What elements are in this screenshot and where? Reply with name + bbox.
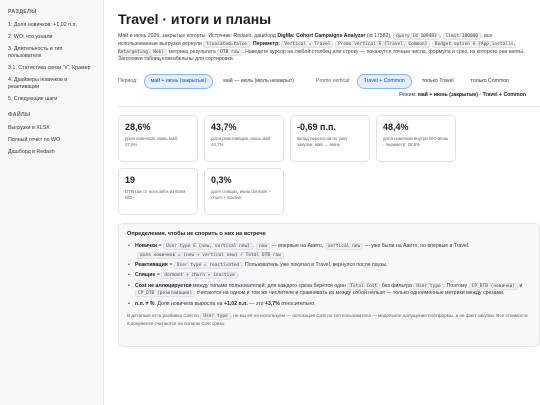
divider	[118, 106, 540, 107]
desc-dashboard-name: DigMa: Cohort Campaigns Analyzer	[277, 33, 366, 39]
footnote-text: В детальке есть разбивка Cost по	[127, 313, 200, 319]
metric-caption: доля новичков внутри WO июнь · периметр: 28,6%	[383, 136, 449, 147]
sidebar-file-xlsx[interactable]: Выгрузки в XLSX	[8, 125, 50, 132]
sidebar-item-newbies-share[interactable]: 1. Доля новичков: +1,02 п.п.	[8, 22, 77, 28]
definition-text: — впервые на Авито,	[271, 243, 324, 250]
definition-text: — это	[249, 300, 264, 307]
page-description	[118, 33, 528, 64]
desc-text: .	[242, 48, 244, 55]
desc-text: результата	[189, 48, 216, 55]
definition-value: +3,7%	[264, 300, 280, 307]
definition-text: .	[253, 243, 255, 250]
definition-formula	[137, 252, 531, 259]
definition-text: относительно.	[281, 300, 316, 307]
desc-text: Май и июнь 2026, закрытые когорты. Источник: Redash, дашборд	[118, 33, 276, 39]
period-option-may-july[interactable]: май — июль (июль незакрыт)	[223, 78, 295, 85]
code-total-cost: Total Cost	[347, 283, 380, 290]
sidebar	[0, 0, 104, 405]
code-dtb-raw: DTB raw	[217, 49, 242, 56]
period-label: Период:	[118, 78, 138, 85]
metric-card-newbies-in-wo[interactable]	[376, 115, 456, 162]
desc-text: ,	[481, 33, 483, 39]
metric-card-dtb-raw[interactable]	[118, 168, 198, 215]
code-limit: limit 100000	[443, 33, 482, 40]
code-user-type-reactivated: User type = reactivated	[174, 262, 242, 269]
sidebar-item-next-steps[interactable]: 5. Следующие шаги	[8, 95, 58, 102]
metric-caption: доля спящих, июнь dormant + churn + inactive	[211, 189, 272, 200]
code-budget-option: Budget option ∈ {App_installs, Retargeting, Web}	[118, 41, 517, 55]
code-user-type-footnote: User type	[200, 313, 230, 320]
metric-value: 0,3%	[211, 175, 232, 186]
metric-cards	[118, 115, 540, 215]
desc-perimeter-label: Периметр:	[252, 40, 280, 47]
footnote-text: , но мы её не используем — аллокация Cost на тип пользователя — модельное допущение платформы, а не факт закупки. Все стоимости в документе считаются на полном Cost среза.	[127, 313, 528, 326]
desc-text: .	[250, 40, 252, 47]
page-title: Travel · итоги и планы	[118, 11, 272, 27]
metric-value: 28,6%	[125, 122, 151, 133]
metric-card-skew-contribution[interactable]	[290, 115, 370, 162]
definition-text: считаются на одном и том же числителе и сравнивать их между собой нельзя — только одноимённые метрики между срезами.	[196, 290, 505, 297]
definitions-box	[118, 223, 540, 347]
promo-vertical-label: Promo vertical:	[316, 78, 351, 85]
definition-term: п.п. ≠ %	[135, 300, 155, 307]
sidebar-sections-heading: РАЗДЕЛЫ	[8, 9, 37, 15]
definition-text: . Поэтому	[443, 282, 468, 289]
metric-card-dormant-share[interactable]	[204, 168, 284, 215]
desc-text: все использованные выгрузки вернули	[118, 33, 493, 47]
metric-value: 43,7%	[211, 122, 237, 133]
metric-value: 48,4%	[383, 122, 409, 133]
definition-text: и	[519, 282, 523, 289]
metric-card-reactivation-share[interactable]	[204, 115, 284, 162]
definition-dormant	[127, 272, 531, 279]
definition-term: Реактивация	[135, 262, 168, 268]
definition-text: =	[169, 262, 173, 268]
definition-text: — уже были на Авито, но впервые в Travel.	[364, 243, 470, 250]
definition-newbies	[127, 243, 531, 259]
desc-text: ,	[439, 33, 442, 39]
code-cp-dtb-reactivation: CP_DTB (реактивация)	[135, 290, 195, 297]
desc-text: Наведите курсор на любой столбец или строку — покажутся точные числа, формула и срез, из которого они взяты. Заголовки таблиц кликабельны для сортировки.	[118, 48, 525, 63]
definition-term: Спящие	[135, 272, 156, 279]
definition-text: без фильтра	[381, 282, 412, 289]
sidebar-files-heading: ФАЙЛЫ	[8, 112, 31, 119]
sidebar-file-wo-report[interactable]: Полный отчёт по WO	[8, 137, 61, 144]
definition-text: между типами пользователей: для каждого среза берётся один	[192, 282, 346, 289]
definition-cost-allocation	[127, 283, 531, 298]
metric-caption: DTB raw от всех айти из всём WO	[125, 189, 186, 200]
code-new: new	[256, 243, 270, 250]
code-newbies-formula: доля новичков = (new + vertical new) / Total DTB raw	[137, 252, 284, 259]
sidebar-item-cramer[interactable]: 3.1. Статистика связи "х", Крамер	[8, 64, 91, 71]
code-user-type: User type	[413, 283, 443, 290]
code-query-id: query_id 109483	[393, 33, 440, 40]
code-dormant: dormant + churn + inactive	[161, 272, 237, 279]
sidebar-item-drivers[interactable]: 4. Драйверы новичков и реактивации	[8, 76, 68, 90]
promo-option-travel-only[interactable]: только Travel	[421, 78, 454, 85]
definition-term: Cost не аллоцируется	[135, 282, 192, 289]
sidebar-item-wo[interactable]: 2. WO: что узнали	[8, 34, 53, 41]
metric-card-newbies-share[interactable]	[118, 115, 198, 162]
desc-text: (id 17582),	[366, 33, 392, 39]
sidebar-item-duration[interactable]: 3. Длительность и тип пользователя	[8, 46, 63, 59]
definition-text: .	[237, 272, 240, 279]
code-vertical-new: vertical new	[325, 243, 364, 250]
metric-value: -0,69 п.п.	[297, 122, 336, 133]
period-option-may-june[interactable]: май + июнь (закрытые)	[144, 74, 214, 89]
filter-controls	[118, 73, 526, 89]
definition-text: =	[158, 243, 162, 250]
metric-caption: доля новичков, июнь май: 27,6%	[125, 136, 179, 147]
code-vertical: Vertical = Travel	[281, 41, 333, 48]
definition-reactivation	[127, 262, 531, 269]
code-user-type-new: User type ∈ {new, vertical new}	[163, 243, 253, 250]
promo-option-travel-common[interactable]: Travel + Common	[357, 74, 412, 89]
definition-text: . Доля новичков выросла на	[154, 300, 223, 307]
promo-option-common-only[interactable]: только Common	[470, 78, 510, 85]
metric-caption: доля реактивации, июнь май: 44,7%	[211, 136, 272, 147]
definition-value: +1,02 п.п.	[223, 300, 248, 307]
metric-value: 19	[125, 175, 136, 186]
code-promo-vertical: Promo vertical ∈ {Travel, Common}	[335, 41, 430, 48]
mode-label: Режим:	[399, 92, 417, 99]
definitions-footnote	[127, 313, 531, 327]
desc-text: метрика	[168, 48, 189, 55]
metric-caption: вклад перекосов по типу закупки: май → июнь	[297, 136, 348, 147]
definition-text: =	[156, 272, 160, 279]
sidebar-file-redash[interactable]: Дашборд в Redash	[8, 149, 55, 156]
mode-value: май + июнь (закрытые) · Travel + Common	[417, 92, 526, 99]
code-truncated: truncated=false	[203, 41, 250, 48]
definition-text: . Пользователь уже покупал в Travel, вернулся после паузы.	[242, 262, 388, 268]
mode-indicator	[118, 92, 526, 98]
main-content	[104, 0, 540, 405]
definitions-title: Определения, чтобы не спорить о них на встрече	[127, 231, 266, 238]
definition-term: Новички	[135, 243, 158, 250]
definition-pp-vs-percent	[127, 301, 531, 308]
definitions-list	[127, 243, 531, 308]
code-cp-dtb-newbies: CP_DTB (новички)	[469, 283, 518, 290]
